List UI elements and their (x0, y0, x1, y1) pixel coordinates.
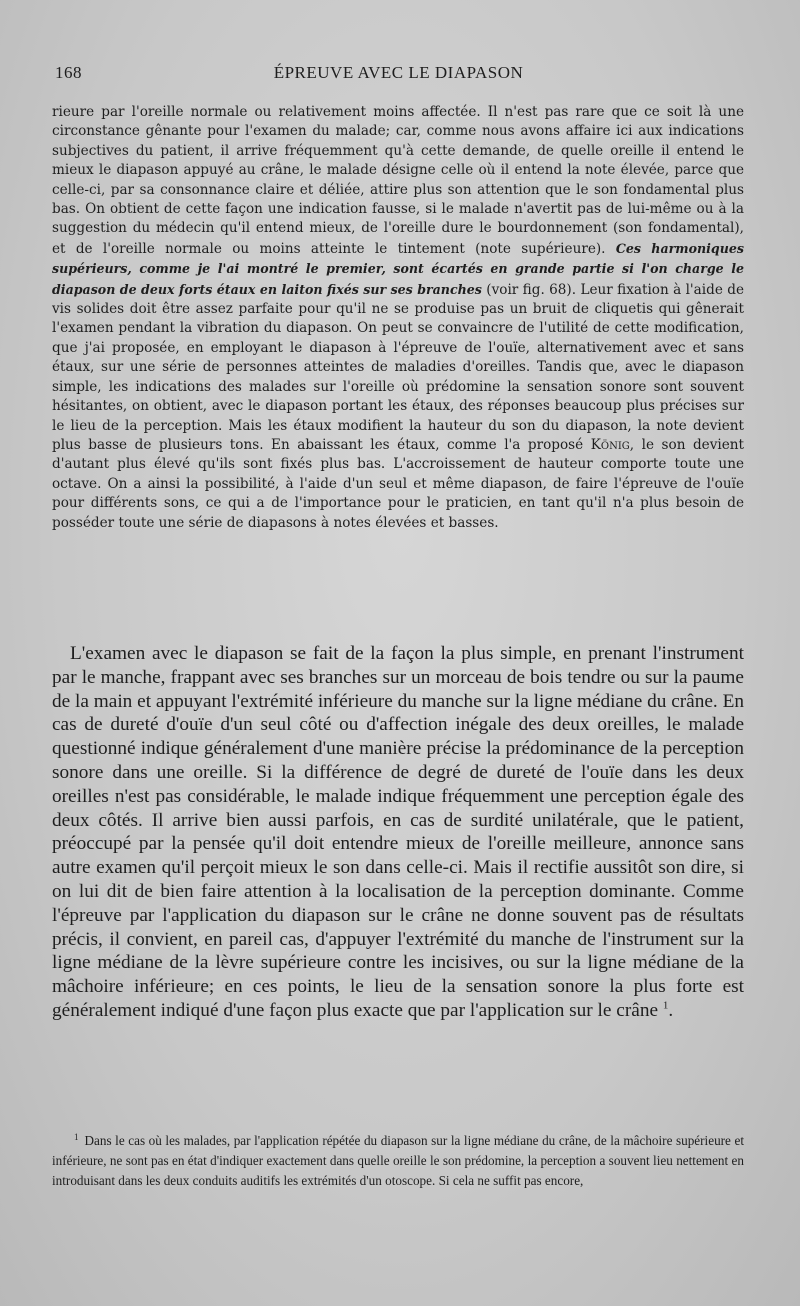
paragraph-2-text: L'examen avec le diapason se fait de la façon la plus simple, en prenant l'instrument par le manche, frappant avec ses branches sur un morceau de bois tendre ou sur la paume de la main et appuyant l'extrémité inférieure du manche sur la ligne médiane du crâne. En cas de dureté d'ouïe d'un seul côté ou d'affection inégale des deux oreilles, le malade questionné indique généralement d'une manière précise la prédominance de la perception sonore dans une oreille. Si la différence de degré de dureté de l'ouïe dans les deux oreilles n'est pas considérable, le malade indique fréquemment une perception égale des deux côtés. Il arrive bien aussi parfois, en cas de surdité unilatérale, que le patient, préoccupé par la pensée qu'il doit entendre mieux de l'oreille meilleure, annonce sans autre examen qu'il perçoit mieux le son dans celle-ci. Mais il rectifie aussitôt son dire, si on lui dit de bien faire attention à la localisation de la perception dominante. Comme l'épreuve par l'application du diapason sur le crâne ne donne souvent pas de résultats précis, il convient, en pareil cas, d'appuyer l'extrémité du manche de l'instrument sur la ligne médiane de la lèvre supérieure contre les incisives, ou sur la ligne médiane de la mâchoire inférieure; en ces points, le lieu de la sensation sonore la plus forte est généralement indiqué d'une façon plus exacte que par l'application sur le crâne (52, 643, 744, 1021)
paragraph-1-text-b: (voir fig. 68). Leur fixation à l'aide de vis solides doit être assez parfaite pour qu'il ne se produise pas un bruit de cliquetis qui gênerait l'examen pendant la vibration du diapason. On peut se convaincre de l'utilité de cette modification, que j'ai proposée, en employant le diapason à l'épreuve de l'ouïe, alternativement avec et sans étaux, sur une série de personnes atteintes de maladies d'oreilles. Tandis que, avec le diapason simple, les indications des malades sur l'oreille où prédomine la sensation sonore sont souvent hésitantes, on obtient, avec le diapason portant les étaux, des réponses beaucoup plus précises sur le lieu de la perception. Mais les étaux modifient la hauteur du son du diapason, la note devient plus basse de plusieurs tons. En abaissant les étaux, comme l'a proposé (52, 281, 744, 453)
paragraph-1-text-c: , le son devient d'autant plus élevé qu'ils sont fixés plus bas. L'accroissement de hauteur comporte toute une octave. On a ainsi la possibilité, à l'aide d'un seul et même diapason, de faire l'épreuve de l'ouïe pour différents sons, ce qui a de l'importance pour le praticien, en tant qu'il n'a plus besoin de posséder toute une série de diapasons à notes élevées et basses. (52, 436, 745, 531)
page-number: 168 (55, 63, 82, 82)
paragraph-2-end: . (668, 999, 674, 1021)
footnote (52, 1131, 744, 1191)
footnote-mark: 1 (74, 1131, 79, 1142)
paragraph-1-text-a: rieure par l'oreille normale ou relativement moins affectée. Il n'est pas rare que ce soit là une circonstance gênante pour l'examen du malade; car, comme nous avons affaire ici aux indications subjectives du patient, il arrive fréquemment qu'à cette demande, de quelle oreille il entend le mieux le diapason appuyé au crâne, le malade désigne celle où il entend la note élevée, parce que celle-ci, par sa consonnance claire et déliée, attire plus son attention que le son fondamental plus bas. On obtient de cette façon une indication fausse, si le malade n'avertit pas de lui-même ou à la suggestion du médecin qu'il entend mieux, de l'oreille dure le bourdonnement (son fondamental), et de l'oreille normale ou moins atteinte le tintement (note supérieure). (52, 104, 744, 257)
paragraph-2 (52, 642, 744, 1023)
footnote-reference[interactable]: 1 (662, 999, 669, 1012)
page-header (55, 63, 742, 83)
paragraph-1-italic: Ces harmoniques supérieurs, comme je l'ai montré le premier, sont écartés en grande partie si l'on charge le diapason de deux forts étaux en laiton fixés sur ses branches (52, 240, 744, 297)
footnote-text: Dans le cas où les malades, par l'application répétée du diapason sur la ligne médiane du crâne, de la mâchoire supérieure et inférieure, ne sont pas en état d'indiquer exactement dans quelle oreille le son prédomine, la perception a souvent lieu nettement en introduisant dans les deux conduits auditifs les extrémités d'un otoscope. Si cela ne suffit pas encore, (52, 1133, 744, 1188)
author-name: König (590, 436, 630, 453)
running-title: ÉPREUVE AVEC LE DIAPASON (273, 63, 524, 82)
paragraph-1 (52, 103, 744, 533)
